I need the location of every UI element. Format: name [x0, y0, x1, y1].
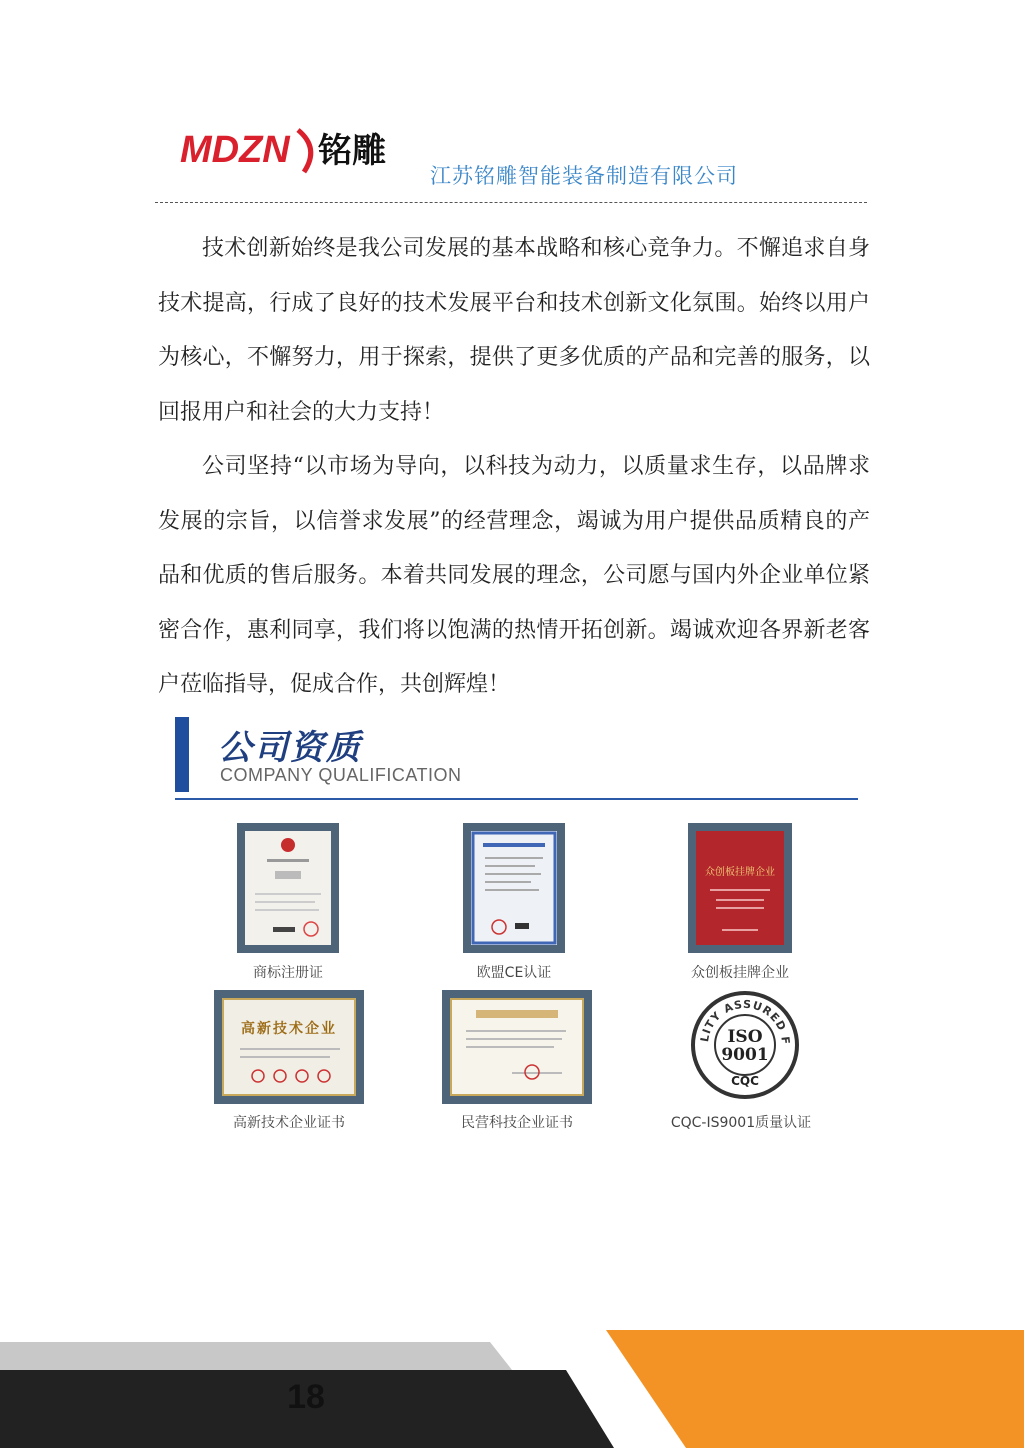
certificate-label: 民营科技企业证书 — [461, 1115, 573, 1131]
iso-seal-icon — [690, 990, 800, 1100]
paragraph-2: 公司坚持“以市场为导向，以科技为动力，以质量求生存，以品牌求发展的宗旨，以信誉求发展”的经营理念，竭诚为用户提供品质精良的产品和优质的售后服务。本着共同发展的理念，公司愿与国内外企业单位紧密合作，惠利同享，我们将以饱满的热情开拓创新。竭诚欢迎各界新老客户莅临指导，促成合作，共创辉煌！ — [158, 454, 870, 697]
certificate-image — [696, 831, 784, 945]
section-accent-bar — [175, 717, 189, 792]
certificate-image — [222, 998, 356, 1096]
body-text — [158, 222, 870, 713]
certificate-frame — [463, 823, 565, 953]
seal-ring-text: LITY ASSURED F — [698, 997, 793, 1046]
certificate-label: 高新技术企业证书 — [233, 1115, 345, 1131]
certificate-label: 商标注册证 — [253, 965, 323, 981]
header-divider — [155, 202, 867, 203]
certificate-frame — [214, 990, 364, 1104]
section-divider — [175, 798, 858, 800]
section-subtitle: COMPANY QUALIFICATION — [220, 765, 462, 785]
certificate-image — [245, 831, 331, 945]
certificate-inner-title: 高新技术企业 — [241, 1021, 337, 1037]
certificate-label: CQC-IS9001质量认证 — [670, 1115, 812, 1131]
certificate-label: 欧盟CE认证 — [476, 965, 552, 981]
certificate-frame — [237, 823, 339, 953]
certificate-inner-title: 众创板挂牌企业 — [705, 867, 775, 878]
seal-bottom-text: CQC — [731, 1074, 759, 1088]
certificate-image — [450, 998, 584, 1096]
company-logo — [180, 122, 410, 180]
svg-text:铭雕: 铭雕 — [318, 131, 386, 171]
certificate-frame — [442, 990, 592, 1104]
paragraph-1: 技术创新始终是我公司发展的基本战略和核心竞争力。不懈追求自身技术提高，行成了良好的技术发展平台和技术创新文化氛围。始终以用户为核心，不懈努力，用于探索，提供了更多优质的产品和完善的服务，以回报用户和社会的大力支持！ — [158, 236, 870, 425]
section-title: 公司资质 — [218, 728, 362, 768]
company-name: 江苏铭雕智能装备制造有限公司 — [430, 164, 738, 188]
svg-text:MDZN: MDZN — [180, 129, 290, 171]
certificate-frame — [688, 823, 792, 953]
seal-main-text: ISO — [727, 1027, 763, 1047]
seal-number-text: 9001 — [721, 1045, 769, 1065]
certificate-label: 众创板挂牌企业 — [691, 965, 789, 981]
page-number: 18 — [287, 1378, 325, 1416]
certificate-image — [471, 831, 557, 945]
footer-decoration — [0, 1330, 1024, 1448]
